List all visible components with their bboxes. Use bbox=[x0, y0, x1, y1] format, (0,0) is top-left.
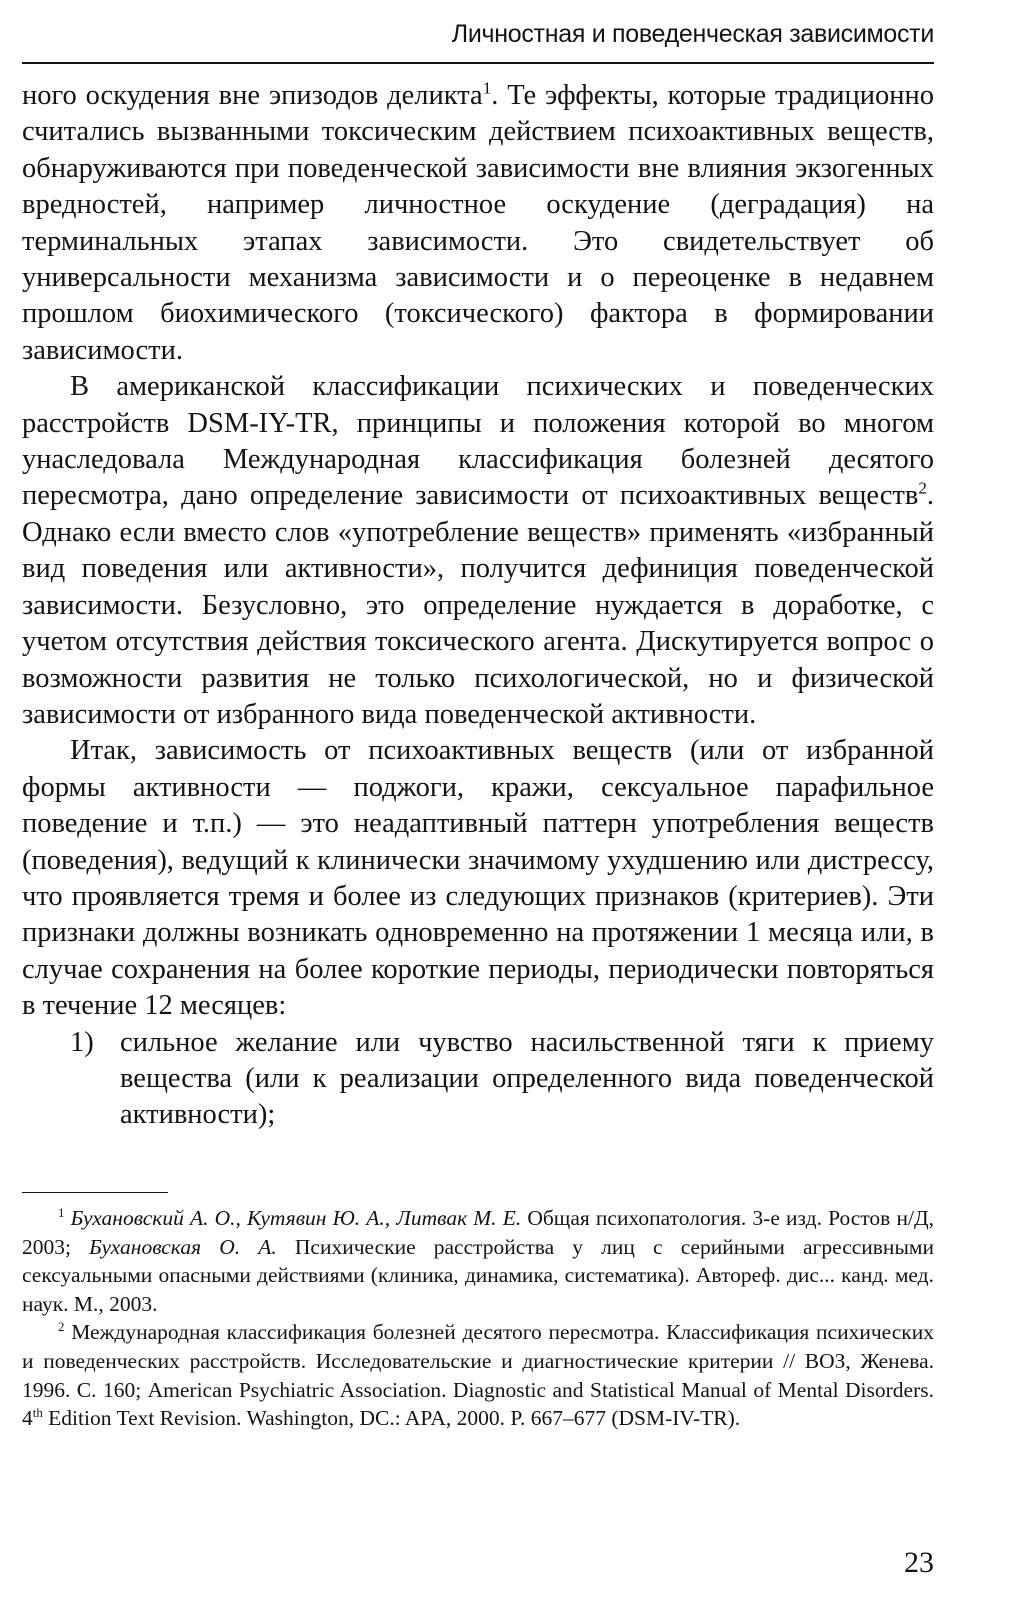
paragraph-1-part-b: . Те эффекты, которые традиционно считались вызванными токсическим действием психоактивных веществ, обнаруживаются при поведенческой зависимости вне влияния экзогенных вредностей, например личностное оскудение (деградация) на терминальных этапах зависимости. Это свидетельствует об универсальности механизма зависимости и о переоценке в недавнем прошлом биохимического (токсического) фактора в формировании зависимости. bbox=[22, 80, 934, 366]
footnotes bbox=[22, 1204, 934, 1433]
paragraph-2 bbox=[22, 369, 934, 733]
footnote-1-authors-1: Бухановский А. О., Кутявин Ю. А., Литвак М. Е. bbox=[70, 1206, 522, 1230]
paragraph-1-part-a: ного оскудения вне эпизодов деликта bbox=[22, 80, 483, 111]
footnote-1-authors-2: Бухановская О. А. bbox=[89, 1234, 277, 1259]
footnote-1 bbox=[22, 1204, 934, 1318]
paragraph-1 bbox=[22, 78, 934, 369]
footnote-ref-2[interactable]: 2 bbox=[918, 478, 927, 498]
footnote-2-ordinal: th bbox=[32, 1406, 43, 1420]
footnote-rule bbox=[22, 1192, 168, 1193]
header-rule bbox=[22, 62, 934, 64]
footnote-1-mark: 1 bbox=[58, 1205, 65, 1220]
footnote-ref-1[interactable]: 1 bbox=[482, 78, 492, 98]
footnote-2 bbox=[22, 1318, 934, 1432]
paragraph-2-part-b: . Однако если вместо слов «употребление веществ» применять «избранный вид поведения или активности», получится дефиниция поведенческой зависимости. Безусловно, это определение нуждается в доработке, с учетом отсутствия действия токсического агента. Дискутируется вопрос о возможности развития не только психологической, но и физической зависимости от избранного вида поведенческой активности. bbox=[22, 480, 934, 730]
paragraph-2-part-a: В американской классификации психических и поведенческих расстройств DSM-IY-TR, принципы и положения которой во многом унаследовала Международная классификация болезней десятого пересмотра, дано определение зависимости от психоактивных веществ bbox=[22, 371, 934, 512]
running-header: Личностная и поведенческая зависимости bbox=[451, 20, 934, 48]
page-number: 23 bbox=[904, 1546, 934, 1579]
footnote-2-text-a: Международная классификация болезней десятого пересмотра. Классификация психических и поведенческих расстройств. Исследовательские и диагностические критерии // ВОЗ, Женева. 1996. С. 160; American Psychiatric Association. Diagnostic and Statistical Manual of Mental Disorders. 4 bbox=[22, 1320, 934, 1431]
list-item-text: сильное желание или чувство насильственной тяги к приему вещества (или к реализации определенного вида поведенческой активности); bbox=[120, 1026, 934, 1131]
footnote-2-mark: 2 bbox=[58, 1320, 65, 1335]
footnote-1-text-2: Психические расстройства у лиц с серийными агрессивными сексуальными опасными действиями (клиника, динамика, систематика). Автореф. дис... канд. мед. наук. М., 2003. bbox=[22, 1234, 934, 1316]
book-page bbox=[22, 0, 934, 1600]
footnote-1-text-1: Общая психопатология. 3-е изд. Ростов н/Д, 2003; bbox=[22, 1206, 934, 1259]
paragraph-3: Итак, зависимость от психоактивных веществ (или от избранной формы активности — поджоги, кражи, сексуальное парафильное поведение и т.п.) — это неадаптивный паттерн употребления веществ (поведения), ведущий к клинически значимому ухудшению или дистрессу, что проявляется тремя и более из следующих признаков (критериев). Эти признаки должны возникать одновременно на протяжении 1 месяца или, в случае сохранения на более короткие периоды, периодически повторяться в течение 12 месяцев: bbox=[22, 735, 934, 1022]
list-item bbox=[22, 1025, 934, 1134]
footnote-2-text-b: Edition Text Revision. Washington, DC.: APA, 2000. P. 667–677 (DSM-IV-TR). bbox=[42, 1406, 741, 1431]
body-text bbox=[22, 78, 934, 1134]
list-item-number: 1) bbox=[70, 1026, 94, 1058]
